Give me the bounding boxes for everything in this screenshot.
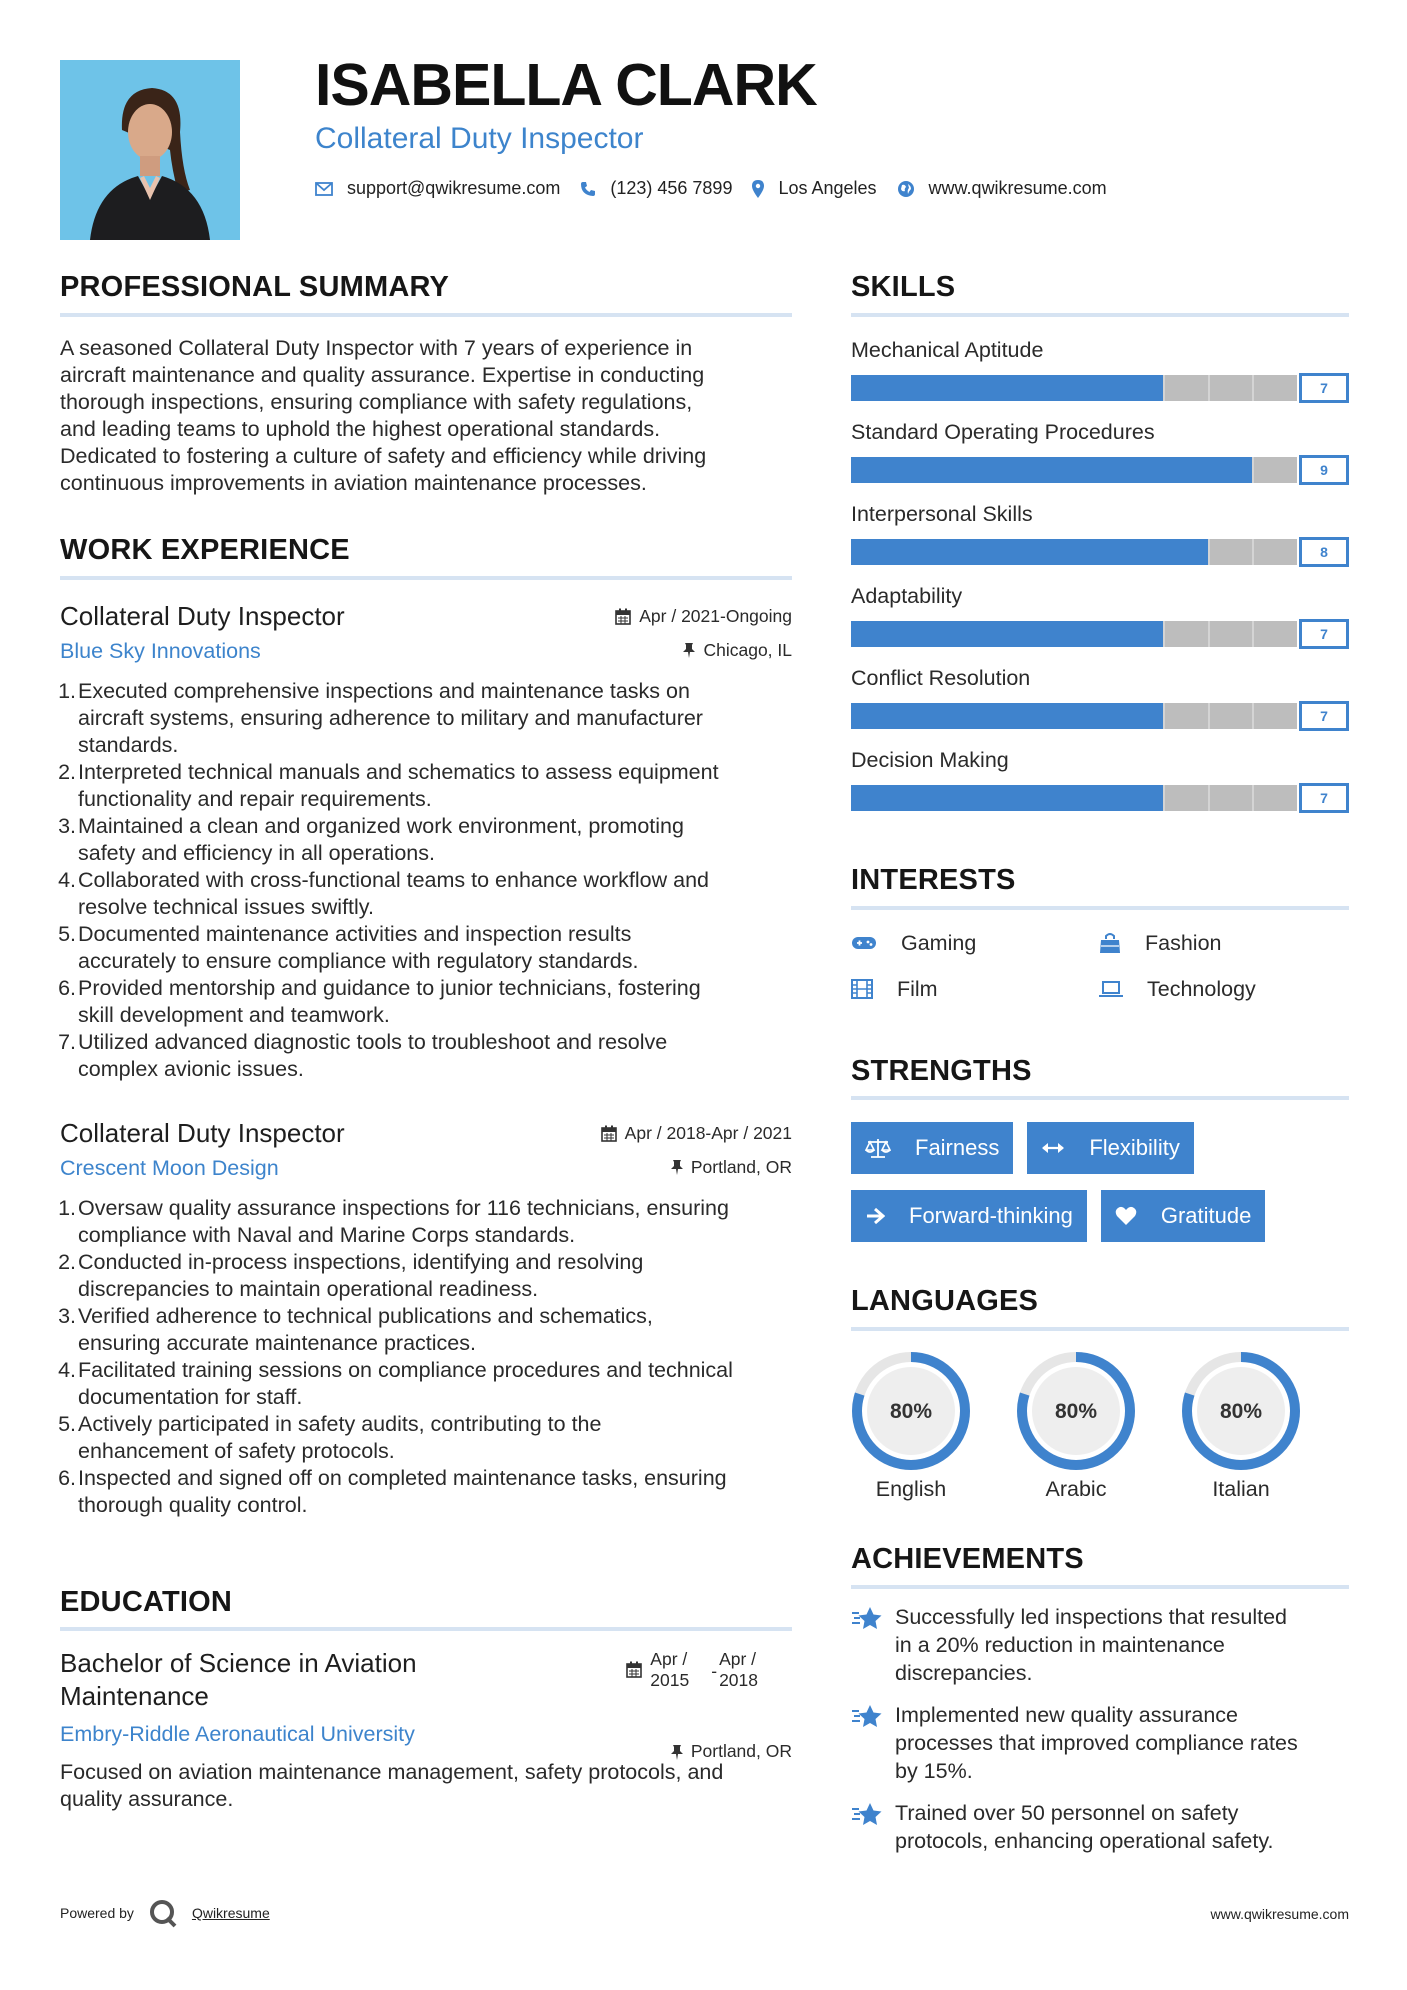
bullet-number: 5.: [58, 921, 76, 946]
strengths-list: [851, 1122, 1349, 1258]
job-location-text: Portland, OR: [690, 1156, 792, 1177]
bullet-line: skill development and teamwork.: [78, 1002, 390, 1027]
achievement-line: Successfully led inspections that resulted: [895, 1604, 1287, 1629]
interest-item: [851, 928, 1099, 958]
language-item: [1181, 1351, 1346, 1502]
bullet-item: [60, 1411, 792, 1465]
school-name: Embry-Riddle Aeronautical University: [60, 1722, 415, 1747]
bullet-item: [60, 975, 792, 1029]
achievement-line: Trained over 50 personnel on safety: [895, 1800, 1239, 1825]
skill-tick: [1208, 621, 1210, 647]
bullet-line: Documented maintenance activities and inspection results: [78, 921, 632, 946]
skill-bar: [851, 373, 1349, 403]
achievement-text: [895, 1799, 1274, 1855]
skill-fill: [851, 457, 1252, 483]
skill-tick: [1252, 457, 1254, 483]
summary-line: A seasoned Collateral Duty Inspector with 7 years of experience in: [60, 335, 693, 360]
skill-name: Adaptability: [851, 583, 963, 608]
star-trophy-icon: [851, 1801, 883, 1829]
language-name: English: [875, 1477, 947, 1502]
interests-heading: INTERESTS: [851, 863, 1349, 910]
job-location: [683, 640, 792, 661]
skill-tick: [1163, 785, 1165, 811]
bullet-line: complex avionic issues.: [78, 1056, 304, 1081]
heart-icon: [1115, 1206, 1149, 1226]
skill-tick: [1252, 785, 1254, 811]
bullet-line: ensuring accurate maintenance practices.: [78, 1330, 476, 1355]
calendar-icon: [601, 1125, 617, 1142]
candidate-name: ISABELLA CLARK: [315, 52, 817, 118]
job-entry: [60, 1117, 792, 1519]
achievement-line: in a 20% reduction in maintenance: [895, 1632, 1225, 1657]
skill-name: Decision Making: [851, 747, 1009, 772]
skill-item: [851, 581, 1349, 649]
skill-tick: [1208, 375, 1210, 401]
interest-item: [1099, 928, 1349, 958]
bullet-line: compliance with Naval and Marine Corps standards.: [78, 1222, 576, 1247]
strength-tag: [1101, 1190, 1266, 1242]
bullet-line: enhancement of safety protocols.: [78, 1438, 395, 1463]
skill-tick: [1252, 539, 1254, 565]
interest-label: Fashion: [1145, 930, 1222, 955]
summary-line: thorough inspections, ensuring compliance with safety regulations,: [60, 389, 693, 414]
skill-track: [851, 621, 1297, 647]
strength-tag: [1027, 1122, 1193, 1174]
language-item: [1016, 1351, 1181, 1502]
skill-track: [851, 457, 1297, 483]
bullet-line: Inspected and signed off on completed maintenance tasks, ensuring: [78, 1465, 727, 1490]
summary-text: [60, 335, 792, 497]
languages-heading: LANGUAGES: [851, 1284, 1349, 1331]
job-company: Blue Sky Innovations: [60, 638, 261, 663]
achievement-text: [895, 1603, 1287, 1687]
skill-bar: [851, 537, 1349, 567]
profile-photo: [60, 60, 240, 240]
qwikresume-logo-icon: [148, 1898, 178, 1928]
job-bullets: [60, 1195, 792, 1519]
skill-level-badge: 7: [1299, 373, 1349, 403]
edu-start-date: Apr / 2015: [650, 1649, 690, 1691]
contact-email[interactable]: [315, 178, 560, 199]
language-item: [851, 1351, 1016, 1502]
job-date: [615, 606, 792, 627]
bullet-line: Facilitated training sessions on compliance procedures and technical: [78, 1357, 733, 1382]
bullet-number: 1.: [58, 678, 76, 703]
skill-bar: [851, 455, 1349, 485]
bullet-item: [60, 1465, 792, 1519]
achievements-list: [851, 1603, 1349, 1855]
phone-icon: [580, 181, 596, 197]
bullet-number: 2.: [58, 1249, 76, 1274]
bullet-number: 2.: [58, 759, 76, 784]
envelope-icon: [315, 182, 333, 196]
job-date-text: Apr / 2021-Ongoing: [639, 605, 792, 626]
bullet-line: Interpreted technical manuals and schematics to assess equipment: [78, 759, 719, 784]
bullet-line: thorough quality control.: [78, 1492, 308, 1517]
bullet-item: [60, 1029, 792, 1083]
star-trophy-icon: [851, 1703, 883, 1731]
education-dates: [626, 1649, 758, 1691]
degree-title: [60, 1647, 560, 1713]
skills-list: [851, 335, 1349, 813]
bullet-number: 5.: [58, 1411, 76, 1436]
skill-tick: [1252, 703, 1254, 729]
job-bullets: [60, 678, 792, 1083]
bullet-number: 1.: [58, 1195, 76, 1220]
skill-track: [851, 785, 1297, 811]
language-percent: 80%: [1054, 1400, 1098, 1424]
bullet-item: [60, 759, 792, 813]
skill-bar: [851, 701, 1349, 731]
education-heading: EDUCATION: [60, 1585, 792, 1632]
job-date: [601, 1123, 792, 1144]
skill-item: [851, 663, 1349, 731]
film-icon: [851, 979, 885, 999]
skill-item: [851, 335, 1349, 403]
bullet-line: discrepancies to maintain operational readiness.: [78, 1276, 539, 1301]
handbag-icon: [1099, 932, 1133, 954]
skill-fill: [851, 375, 1163, 401]
globe-icon: [897, 180, 915, 198]
website-text: www.qwikresume.com: [928, 178, 1107, 198]
skill-name: Standard Operating Procedures: [851, 419, 1155, 444]
strength-label: Fairness: [915, 1135, 1000, 1161]
education-desc-line: Focused on aviation maintenance management, safety protocols, and: [60, 1760, 724, 1785]
bullet-line: standards.: [78, 732, 179, 757]
footer-powered-by: Powered by Qwikresume: [60, 1898, 270, 1928]
strength-tag: [851, 1122, 1013, 1174]
skill-tick: [1252, 375, 1254, 401]
interest-item: [851, 974, 1099, 1004]
right-column: [851, 270, 1349, 1855]
pin-icon: [671, 1159, 683, 1175]
skill-fill: [851, 621, 1163, 647]
achievement-text: [895, 1701, 1298, 1785]
skill-tick: [1208, 703, 1210, 729]
candidate-title: Collateral Duty Inspector: [315, 122, 644, 155]
skill-bar: [851, 619, 1349, 649]
language-percent: 80%: [1219, 1400, 1263, 1424]
language-ring: [1016, 1351, 1136, 1471]
contact-location: [752, 178, 876, 199]
pin-icon: [683, 642, 695, 658]
skill-fill: [851, 785, 1163, 811]
contact-bar: [315, 178, 1127, 199]
skill-track: [851, 375, 1297, 401]
skill-item: [851, 499, 1349, 567]
interests-list: [851, 928, 1349, 1004]
arrow-right-icon: [865, 1207, 897, 1225]
skill-tick: [1208, 785, 1210, 811]
summary-heading: PROFESSIONAL SUMMARY: [60, 270, 792, 317]
left-column: [60, 270, 792, 1813]
bullet-line: Maintained a clean and organized work environment, promoting: [78, 813, 684, 838]
summary-line: continuous improvements in aviation maintenance processes.: [60, 470, 647, 495]
education-entry: [60, 1647, 792, 1813]
bullet-number: 6.: [58, 975, 76, 1000]
skill-name: Conflict Resolution: [851, 665, 1031, 690]
skill-tick: [1163, 375, 1165, 401]
skill-level-badge: 7: [1299, 783, 1349, 813]
bullet-line: Utilized advanced diagnostic tools to troubleshoot and resolve: [78, 1029, 668, 1054]
location-text: Los Angeles: [778, 178, 877, 198]
star-trophy-icon: [851, 1605, 883, 1633]
skill-level-badge: 9: [1299, 455, 1349, 485]
skill-bar: [851, 783, 1349, 813]
job-title: Collateral Duty Inspector: [60, 600, 345, 631]
skill-name: Mechanical Aptitude: [851, 337, 1044, 362]
skill-tick: [1252, 621, 1254, 647]
education-description: [60, 1759, 792, 1813]
email-text: support@qwikresume.com: [347, 178, 561, 198]
skill-item: [851, 745, 1349, 813]
map-marker-icon: [752, 180, 764, 198]
skill-tick: [1208, 539, 1210, 565]
bullet-item: [60, 813, 792, 867]
skill-track: [851, 703, 1297, 729]
footer-website[interactable]: www.qwikresume.com: [1210, 1906, 1349, 1922]
calendar-icon: [626, 1661, 642, 1678]
bullet-item: [60, 867, 792, 921]
bullet-line: resolve technical issues swiftly.: [78, 894, 374, 919]
interest-label: Gaming: [901, 930, 977, 955]
skill-fill: [851, 703, 1163, 729]
bullet-item: [60, 1357, 792, 1411]
bullet-number: 4.: [58, 1357, 76, 1382]
achievement-line: protocols, enhancing operational safety.: [895, 1828, 1274, 1853]
bullet-item: [60, 1195, 792, 1249]
job-location-text: Chicago, IL: [703, 639, 792, 660]
language-name: Arabic: [1045, 1477, 1107, 1502]
language-name: Italian: [1212, 1477, 1270, 1502]
achievement-line: discrepancies.: [895, 1660, 1033, 1685]
strength-label: Forward-thinking: [909, 1203, 1073, 1229]
bullet-line: Actively participated in safety audits, contributing to the: [78, 1411, 602, 1436]
edu-end-date: Apr / 2018: [719, 1649, 758, 1691]
degree-line: Bachelor of Science in Aviation: [60, 1648, 417, 1679]
skill-level-badge: 7: [1299, 619, 1349, 649]
achievement-item: [851, 1603, 1349, 1687]
summary-line: Dedicated to fostering a culture of safety and efficiency while driving: [60, 443, 707, 468]
bullet-line: safety and efficiency in all operations.: [78, 840, 435, 865]
job-list: [60, 600, 792, 1519]
degree-line: Maintenance: [60, 1681, 209, 1712]
edu-date-separator: -: [711, 1661, 718, 1682]
skill-tick: [1163, 621, 1165, 647]
strength-tag: [851, 1190, 1087, 1242]
achievement-item: [851, 1701, 1349, 1785]
strength-label: Gratitude: [1160, 1203, 1252, 1229]
achievement-line: by 15%.: [895, 1758, 973, 1783]
skill-level-badge: 8: [1299, 537, 1349, 567]
language-ring: [851, 1351, 971, 1471]
languages-list: [851, 1351, 1349, 1502]
bullet-item: [60, 678, 792, 759]
bullet-line: functionality and repair requirements.: [78, 786, 432, 811]
interest-label: Film: [897, 976, 938, 1001]
bullet-item: [60, 1303, 792, 1357]
education-desc-line: quality assurance.: [60, 1787, 234, 1812]
qwikresume-link[interactable]: Qwikresume: [191, 1905, 270, 1921]
skill-name: Interpersonal Skills: [851, 501, 1033, 526]
achievements-heading: ACHIEVEMENTS: [851, 1542, 1349, 1589]
bullet-number: 3.: [58, 1303, 76, 1328]
bullet-number: 4.: [58, 867, 76, 892]
bullet-line: documentation for staff.: [78, 1384, 303, 1409]
bullet-number: 3.: [58, 813, 76, 838]
job-entry: [60, 600, 792, 1083]
achievement-item: [851, 1799, 1349, 1855]
bullet-line: accurately to ensure compliance with regulatory standards.: [78, 948, 639, 973]
bullet-line: Collaborated with cross-functional teams to enhance workflow and: [78, 867, 709, 892]
language-ring: [1181, 1351, 1301, 1471]
laptop-icon: [1099, 980, 1135, 998]
calendar-icon: [615, 608, 631, 625]
strength-label: Flexibility: [1089, 1135, 1180, 1161]
pin-icon: [671, 1744, 683, 1760]
achievement-line: Implemented new quality assurance: [895, 1702, 1238, 1727]
skill-level-badge: 7: [1299, 701, 1349, 731]
contact-phone[interactable]: [580, 178, 732, 199]
bullet-line: Conducted in-process inspections, identifying and resolving: [78, 1249, 644, 1274]
skill-fill: [851, 539, 1208, 565]
language-percent: 80%: [889, 1400, 933, 1424]
skills-heading: SKILLS: [851, 270, 1349, 317]
job-date-text: Apr / 2018-Apr / 2021: [624, 1122, 792, 1143]
bullet-item: [60, 1249, 792, 1303]
summary-line: and leading teams to uphold the highest operational standards.: [60, 416, 661, 441]
bullet-line: Verified adherence to technical publications and schematics,: [78, 1303, 653, 1328]
job-company: Crescent Moon Design: [60, 1155, 279, 1180]
skill-tick: [1163, 703, 1165, 729]
education-location: Portland, OR: [671, 1741, 792, 1762]
skill-item: [851, 417, 1349, 485]
arrows-horizontal-icon: [1041, 1141, 1077, 1155]
job-location: [671, 1157, 792, 1178]
gamepad-icon: [851, 934, 889, 952]
bullet-line: aircraft systems, ensuring adherence to military and manufacturer: [78, 705, 703, 730]
phone-text: (123) 456 7899: [610, 178, 733, 198]
bullet-number: 7.: [58, 1029, 76, 1054]
achievement-line: processes that improved compliance rates: [895, 1730, 1298, 1755]
bullet-line: Oversaw quality assurance inspections for 116 technicians, ensuring: [78, 1195, 729, 1220]
balance-scale-icon: [865, 1137, 903, 1159]
interest-item: [1099, 974, 1349, 1004]
bullet-line: Executed comprehensive inspections and maintenance tasks on: [78, 678, 690, 703]
experience-heading: WORK EXPERIENCE: [60, 533, 792, 580]
skill-track: [851, 539, 1297, 565]
interest-label: Technology: [1147, 976, 1256, 1001]
bullet-number: 6.: [58, 1465, 76, 1490]
contact-website[interactable]: [897, 178, 1107, 199]
job-title: Collateral Duty Inspector: [60, 1117, 345, 1148]
strengths-heading: STRENGTHS: [851, 1054, 1349, 1101]
summary-line: aircraft maintenance and quality assurance. Expertise in conducting: [60, 362, 705, 387]
bullet-item: [60, 921, 792, 975]
bullet-line: Provided mentorship and guidance to junior technicians, fostering: [78, 975, 701, 1000]
